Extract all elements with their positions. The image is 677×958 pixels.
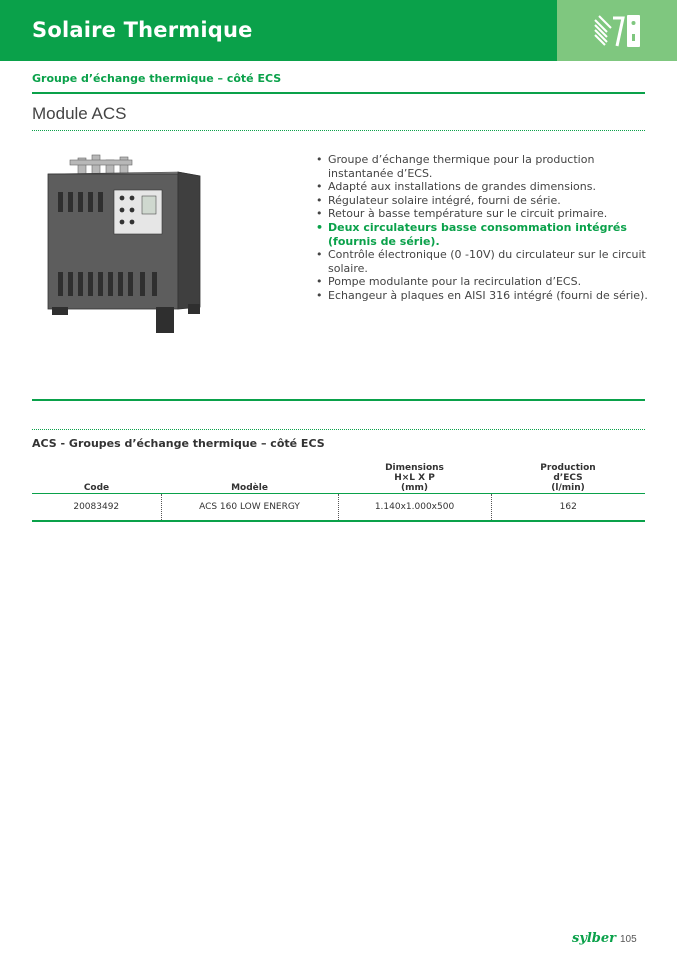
header-icon-box: [557, 0, 677, 61]
page-subtitle: Groupe d’échange thermique – côté ECS: [32, 72, 282, 85]
feature-item: • Contrôle électronique (0 -10V) du circulateur sur le circuit solaire.: [316, 248, 656, 275]
header-production: [491, 458, 645, 494]
page-header: [0, 0, 677, 61]
header-production-l2: d’ECS: [553, 473, 583, 483]
section-divider: [32, 399, 645, 401]
feature-item: • Adapté aux installations de grandes dimensions.: [316, 180, 656, 194]
header-model: Modèle: [161, 458, 338, 494]
product-table: [32, 458, 645, 522]
header-code: Code: [32, 458, 161, 494]
cell-model: ACS 160 LOW ENERGY: [161, 494, 338, 522]
subtitle-divider: [32, 92, 645, 94]
feature-item: • Pompe modulante pour la recirculation d’ECS.: [316, 275, 656, 289]
module-title-divider: [32, 130, 645, 131]
feature-item: • Retour à basse température sur le circuit primaire.: [316, 207, 656, 221]
header-production-l1: Production: [540, 463, 596, 473]
acs-module-image: [40, 152, 220, 337]
feature-item-highlight: • Deux circulateurs basse consommation intégrés (fournis de série).: [316, 221, 656, 248]
table-top-divider: [32, 429, 645, 430]
feature-item: • Echangeur à plaques en AISI 316 intégré (fourni de série).: [316, 289, 656, 303]
cell-dimensions: 1.140x1.000x500: [338, 494, 491, 522]
feature-item: • Groupe d’échange thermique pour la production instantanée d’ECS.: [316, 153, 656, 180]
header-production-l3: (l/min): [551, 483, 585, 493]
header-dimensions-l1: Dimensions: [385, 463, 444, 473]
section-title: Solaire Thermique: [32, 18, 253, 42]
header-dimensions: [338, 458, 491, 494]
table-header-row: [32, 458, 645, 494]
header-dimensions-l3: (mm): [401, 483, 428, 493]
brand-logo: sylber: [572, 931, 617, 946]
module-title: Module ACS: [32, 104, 127, 123]
page-number: 105: [620, 934, 637, 945]
table-caption: ACS - Groupes d’échange thermique – côté ECS: [32, 437, 325, 450]
cell-production: 162: [491, 494, 645, 522]
cell-code: 20083492: [32, 494, 161, 522]
solar-panel-icon: [593, 12, 643, 50]
header-dimensions-l2: H×L X P: [394, 473, 435, 483]
feature-list: [316, 153, 656, 303]
table-row: [32, 494, 645, 522]
feature-item: • Régulateur solaire intégré, fourni de série.: [316, 194, 656, 208]
